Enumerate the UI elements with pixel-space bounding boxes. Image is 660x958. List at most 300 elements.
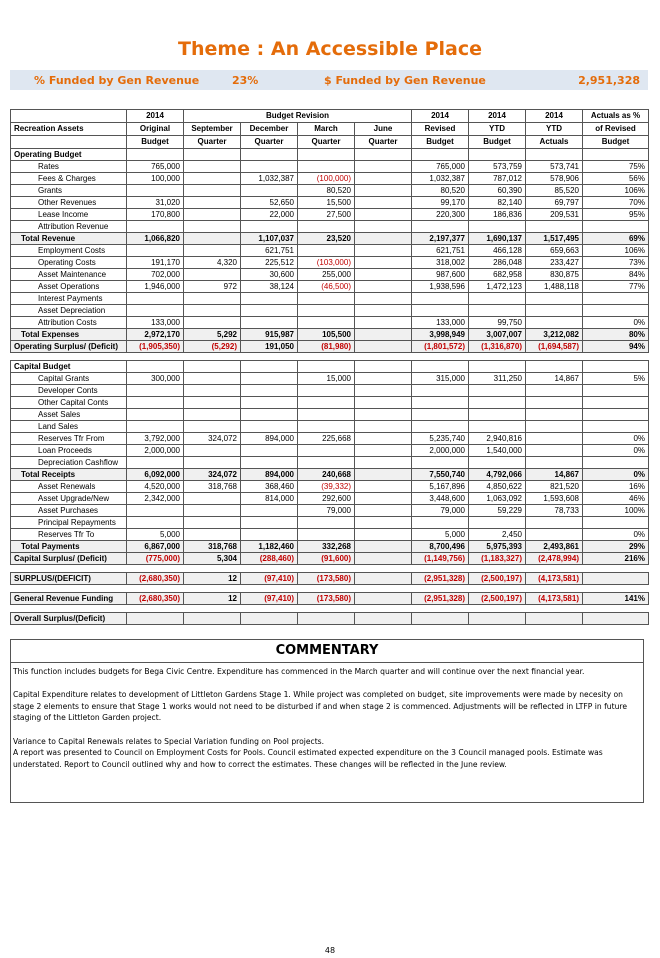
value-cell	[355, 505, 412, 517]
line-item-row	[11, 197, 649, 209]
value-cell	[355, 481, 412, 493]
header-cell: December	[241, 123, 298, 136]
value-cell	[526, 409, 583, 421]
row-label: Rates	[11, 161, 127, 173]
empty-cell	[184, 149, 241, 161]
commentary-paragraph-2: Capital Expenditure relates to development of Littleton Gardens Stage 1. While project was completed on budget, site improvements were made by necesity on stage 2 elements to ensure that Stage 1 works would not need to be disturbed if and when stage 2 is commenced. Adjustments will be reflected in LTFP in future staging of the Littleton Garden project.	[13, 690, 628, 723]
value-cell	[355, 197, 412, 209]
value-cell	[298, 293, 355, 305]
section-heading-row	[11, 149, 649, 161]
value-cell: (100,000)	[298, 173, 355, 185]
value-cell	[241, 293, 298, 305]
value-cell: (4,173,581)	[526, 593, 583, 605]
value-cell: (775,000)	[127, 553, 184, 565]
line-item-row	[11, 305, 649, 317]
value-cell: 0%	[583, 469, 649, 481]
value-cell	[298, 421, 355, 433]
value-cell: 311,250	[469, 373, 526, 385]
value-cell	[241, 421, 298, 433]
value-cell: 894,000	[241, 433, 298, 445]
value-cell: 4,320	[184, 257, 241, 269]
table-header-row	[11, 136, 649, 149]
value-cell	[583, 305, 649, 317]
value-cell: 292,600	[298, 493, 355, 505]
value-cell	[298, 409, 355, 421]
row-label: Grants	[11, 185, 127, 197]
value-cell: 5,292	[184, 329, 241, 341]
value-cell: 324,072	[184, 433, 241, 445]
value-cell: 5%	[583, 373, 649, 385]
value-cell: (103,000)	[298, 257, 355, 269]
value-cell: 1,946,000	[127, 281, 184, 293]
value-cell: 2,450	[469, 529, 526, 541]
value-cell	[241, 397, 298, 409]
value-cell: 4,850,622	[469, 481, 526, 493]
header-blank-cell	[11, 110, 127, 123]
empty-cell	[241, 361, 298, 373]
value-cell	[298, 613, 355, 625]
row-label: Capital Grants	[11, 373, 127, 385]
value-cell: 170,800	[127, 209, 184, 221]
value-cell: 7,550,740	[412, 469, 469, 481]
value-cell: 106%	[583, 245, 649, 257]
line-item-row	[11, 317, 649, 329]
value-cell	[127, 409, 184, 421]
row-label: Asset Operations	[11, 281, 127, 293]
value-cell	[127, 457, 184, 469]
row-label: Loan Proceeds	[11, 445, 127, 457]
total-row	[11, 573, 649, 585]
value-cell	[184, 613, 241, 625]
value-cell	[355, 469, 412, 481]
line-item-row	[11, 185, 649, 197]
value-cell: 300,000	[127, 373, 184, 385]
value-cell: 22,000	[241, 209, 298, 221]
line-item-row	[11, 457, 649, 469]
header-cell: Budget	[412, 136, 469, 149]
value-cell: 30,600	[241, 269, 298, 281]
line-item-row	[11, 245, 649, 257]
budget-table	[10, 109, 649, 625]
value-cell	[184, 445, 241, 457]
dollar-funded-label: $ Funded by Gen Revenue	[324, 74, 486, 87]
value-cell	[526, 445, 583, 457]
value-cell: (2,478,994)	[526, 553, 583, 565]
value-cell: 3,792,000	[127, 433, 184, 445]
value-cell: 0%	[583, 317, 649, 329]
value-cell	[184, 373, 241, 385]
value-cell: 186,836	[469, 209, 526, 221]
value-cell: 191,050	[241, 341, 298, 353]
value-cell	[526, 305, 583, 317]
value-cell	[241, 373, 298, 385]
value-cell: 69%	[583, 233, 649, 245]
value-cell	[184, 457, 241, 469]
value-cell: 1,107,037	[241, 233, 298, 245]
value-cell: 100%	[583, 505, 649, 517]
row-label: Lease Income	[11, 209, 127, 221]
value-cell: 368,460	[241, 481, 298, 493]
value-cell: 1,938,596	[412, 281, 469, 293]
row-label: Overall Surplus/(Deficit)	[11, 613, 127, 625]
value-cell	[298, 305, 355, 317]
value-cell: 3,212,082	[526, 329, 583, 341]
value-cell: 3,998,949	[412, 329, 469, 341]
total-row	[11, 553, 649, 565]
value-cell: 75%	[583, 161, 649, 173]
value-cell	[298, 445, 355, 457]
value-cell: 1,472,123	[469, 281, 526, 293]
total-row	[11, 593, 649, 605]
value-cell: (2,500,197)	[469, 593, 526, 605]
value-cell	[583, 457, 649, 469]
value-cell: 209,531	[526, 209, 583, 221]
value-cell: 220,300	[412, 209, 469, 221]
value-cell	[469, 613, 526, 625]
value-cell: 573,759	[469, 161, 526, 173]
value-cell: 621,751	[412, 245, 469, 257]
commentary-heading: COMMENTARY	[11, 640, 643, 663]
value-cell	[184, 161, 241, 173]
value-cell: (2,951,328)	[412, 593, 469, 605]
line-item-row	[11, 161, 649, 173]
value-cell	[355, 541, 412, 553]
value-cell	[184, 245, 241, 257]
value-cell: 77%	[583, 281, 649, 293]
value-cell	[412, 421, 469, 433]
value-cell	[184, 197, 241, 209]
row-header-label: Recreation Assets	[11, 123, 127, 136]
value-cell: 1,517,495	[526, 233, 583, 245]
value-cell: 578,906	[526, 173, 583, 185]
value-cell	[298, 457, 355, 469]
value-cell	[127, 305, 184, 317]
value-cell	[526, 529, 583, 541]
value-cell: (46,500)	[298, 281, 355, 293]
value-cell	[526, 517, 583, 529]
value-cell	[184, 397, 241, 409]
value-cell	[412, 613, 469, 625]
value-cell	[184, 173, 241, 185]
header-blank-cell	[11, 136, 127, 149]
empty-cell	[583, 361, 649, 373]
value-cell: 315,000	[412, 373, 469, 385]
line-item-row	[11, 409, 649, 421]
commentary-paragraph-4: A report was presented to Council on Employment Costs for Pools. Council estimated expected expenditure on the 3 Council managed pools. Estimate was understated. Report to Council outlined why and how to correct the estimates. These changes will be reflected in the June review.	[13, 748, 603, 769]
section-heading: Operating Budget	[11, 149, 127, 161]
header-cell: Quarter	[241, 136, 298, 149]
value-cell	[298, 221, 355, 233]
value-cell: 225,668	[298, 433, 355, 445]
value-cell: 69,797	[526, 197, 583, 209]
value-cell: 80,520	[298, 185, 355, 197]
row-label: Reserves Tfr To	[11, 529, 127, 541]
row-label: Other Revenues	[11, 197, 127, 209]
dollar-funded-value: 2,951,328	[578, 74, 640, 87]
value-cell	[583, 409, 649, 421]
value-cell: 73%	[583, 257, 649, 269]
row-label: Depreciation Cashflow	[11, 457, 127, 469]
row-label: Land Sales	[11, 421, 127, 433]
value-cell	[355, 257, 412, 269]
value-cell	[184, 493, 241, 505]
value-cell: 233,427	[526, 257, 583, 269]
value-cell: 14,867	[526, 469, 583, 481]
value-cell: 100,000	[127, 173, 184, 185]
total-row	[11, 341, 649, 353]
value-cell: 830,875	[526, 269, 583, 281]
total-row	[11, 329, 649, 341]
value-cell: 255,000	[298, 269, 355, 281]
value-cell: 787,012	[469, 173, 526, 185]
value-cell	[583, 613, 649, 625]
pct-funded-label: % Funded by Gen Revenue	[34, 74, 200, 87]
value-cell	[412, 385, 469, 397]
value-cell	[184, 293, 241, 305]
value-cell	[241, 457, 298, 469]
page-title: Theme : An Accessible Place	[178, 38, 482, 60]
row-label: Other Capital Conts	[11, 397, 127, 409]
row-label: Employment Costs	[11, 245, 127, 257]
value-cell	[355, 457, 412, 469]
value-cell: 659,663	[526, 245, 583, 257]
value-cell: 46%	[583, 493, 649, 505]
spacer-row	[11, 605, 649, 613]
empty-cell	[583, 149, 649, 161]
header-cell: June	[355, 123, 412, 136]
value-cell	[241, 317, 298, 329]
value-cell: 1,593,608	[526, 493, 583, 505]
value-cell: 78,733	[526, 505, 583, 517]
value-cell: 216%	[583, 553, 649, 565]
line-item-row	[11, 505, 649, 517]
line-item-row	[11, 529, 649, 541]
value-cell	[526, 433, 583, 445]
row-label: Total Receipts	[11, 469, 127, 481]
value-cell: 2,000,000	[412, 445, 469, 457]
line-item-row	[11, 493, 649, 505]
value-cell	[355, 433, 412, 445]
value-cell	[184, 269, 241, 281]
value-cell: 318,768	[184, 481, 241, 493]
value-cell: 99,750	[469, 317, 526, 329]
header-cell: 2014	[526, 110, 583, 123]
total-row	[11, 469, 649, 481]
header-cell: Quarter	[298, 136, 355, 149]
value-cell	[127, 397, 184, 409]
value-cell: 94%	[583, 341, 649, 353]
total-row	[11, 233, 649, 245]
value-cell: 318,768	[184, 541, 241, 553]
total-row	[11, 541, 649, 553]
value-cell	[355, 329, 412, 341]
value-cell	[583, 517, 649, 529]
header-cell: Actuals as %	[583, 110, 649, 123]
value-cell	[469, 517, 526, 529]
value-cell	[355, 245, 412, 257]
value-cell	[355, 385, 412, 397]
value-cell: 915,987	[241, 329, 298, 341]
value-cell: (1,149,756)	[412, 553, 469, 565]
value-cell: 15,000	[298, 373, 355, 385]
value-cell: 52,650	[241, 197, 298, 209]
line-item-row	[11, 221, 649, 233]
value-cell: (173,580)	[298, 593, 355, 605]
empty-cell	[127, 149, 184, 161]
row-label: Asset Maintenance	[11, 269, 127, 281]
value-cell: 4,792,066	[469, 469, 526, 481]
value-cell	[355, 281, 412, 293]
line-item-row	[11, 257, 649, 269]
value-cell	[184, 385, 241, 397]
value-cell	[355, 529, 412, 541]
value-cell: (2,500,197)	[469, 573, 526, 585]
value-cell	[298, 161, 355, 173]
value-cell	[184, 305, 241, 317]
commentary-paragraph-1: This function includes budgets for Bega Civic Centre. Expenditure has commenced in the March quarter and will continue over the next financial year.	[13, 667, 585, 676]
header-cell: Quarter	[355, 136, 412, 149]
value-cell	[355, 185, 412, 197]
value-cell: 85,520	[526, 185, 583, 197]
value-cell: 987,600	[412, 269, 469, 281]
value-cell: 894,000	[241, 469, 298, 481]
value-cell	[469, 457, 526, 469]
value-cell: 0%	[583, 445, 649, 457]
value-cell: 79,000	[412, 505, 469, 517]
header-cell: YTD	[526, 123, 583, 136]
row-label: Developer Conts	[11, 385, 127, 397]
value-cell: 814,000	[241, 493, 298, 505]
line-item-row	[11, 173, 649, 185]
value-cell	[469, 409, 526, 421]
value-cell	[412, 293, 469, 305]
spacer-row	[11, 353, 649, 361]
value-cell	[412, 517, 469, 529]
row-label: Fees & Charges	[11, 173, 127, 185]
line-item-row	[11, 209, 649, 221]
row-label: Total Payments	[11, 541, 127, 553]
value-cell	[298, 385, 355, 397]
value-cell	[127, 221, 184, 233]
header-cell: Budget	[127, 136, 184, 149]
line-item-row	[11, 433, 649, 445]
empty-cell	[241, 149, 298, 161]
value-cell: 191,170	[127, 257, 184, 269]
value-cell: 5,304	[184, 553, 241, 565]
header-cell: of Revised	[583, 123, 649, 136]
value-cell	[469, 305, 526, 317]
value-cell	[355, 493, 412, 505]
value-cell	[412, 409, 469, 421]
value-cell: 38,124	[241, 281, 298, 293]
value-cell: (81,980)	[298, 341, 355, 353]
value-cell: 1,540,000	[469, 445, 526, 457]
header-cell: March	[298, 123, 355, 136]
value-cell: 2,493,861	[526, 541, 583, 553]
value-cell	[469, 221, 526, 233]
value-cell	[241, 445, 298, 457]
value-cell	[526, 385, 583, 397]
value-cell: 29%	[583, 541, 649, 553]
value-cell	[355, 341, 412, 353]
value-cell	[298, 529, 355, 541]
value-cell: 70%	[583, 197, 649, 209]
value-cell: (5,292)	[184, 341, 241, 353]
row-label: Capital Surplus/ (Deficit)	[11, 553, 127, 565]
value-cell: 141%	[583, 593, 649, 605]
value-cell	[355, 421, 412, 433]
value-cell	[184, 221, 241, 233]
value-cell: (1,316,870)	[469, 341, 526, 353]
value-cell	[526, 221, 583, 233]
value-cell: 59,229	[469, 505, 526, 517]
row-label: Reserves Tfr From	[11, 433, 127, 445]
value-cell: 286,048	[469, 257, 526, 269]
value-cell: 324,072	[184, 469, 241, 481]
value-cell: 3,007,007	[469, 329, 526, 341]
value-cell: (97,410)	[241, 573, 298, 585]
header-cell: 2014	[469, 110, 526, 123]
value-cell: 99,170	[412, 197, 469, 209]
value-cell: 5,235,740	[412, 433, 469, 445]
value-cell	[355, 221, 412, 233]
value-cell	[526, 397, 583, 409]
row-label: Operating Costs	[11, 257, 127, 269]
empty-cell	[184, 361, 241, 373]
value-cell: 8,700,496	[412, 541, 469, 553]
section-heading-row	[11, 361, 649, 373]
value-cell	[184, 409, 241, 421]
table-header-row	[11, 123, 649, 136]
value-cell: 133,000	[127, 317, 184, 329]
value-cell	[127, 185, 184, 197]
value-cell	[583, 421, 649, 433]
value-cell: 765,000	[127, 161, 184, 173]
value-cell	[469, 397, 526, 409]
value-cell: 95%	[583, 209, 649, 221]
empty-cell	[355, 361, 412, 373]
value-cell	[583, 221, 649, 233]
row-label: Asset Sales	[11, 409, 127, 421]
value-cell: 240,668	[298, 469, 355, 481]
line-item-row	[11, 421, 649, 433]
value-cell	[127, 293, 184, 305]
value-cell: 105,500	[298, 329, 355, 341]
value-cell: (288,460)	[241, 553, 298, 565]
value-cell	[298, 245, 355, 257]
value-cell	[127, 517, 184, 529]
value-cell: 2,000,000	[127, 445, 184, 457]
line-item-row	[11, 293, 649, 305]
value-cell	[241, 517, 298, 529]
value-cell	[241, 385, 298, 397]
value-cell	[469, 293, 526, 305]
row-label: Operating Surplus/ (Deficit)	[11, 341, 127, 353]
value-cell: 12	[184, 593, 241, 605]
value-cell	[355, 209, 412, 221]
value-cell: 5,000	[412, 529, 469, 541]
row-label: SURPLUS/(DEFICIT)	[11, 573, 127, 585]
value-cell: 5,000	[127, 529, 184, 541]
spacer-cell	[11, 605, 649, 613]
value-cell	[469, 421, 526, 433]
row-label: Asset Upgrade/New	[11, 493, 127, 505]
value-cell: (1,905,350)	[127, 341, 184, 353]
value-cell	[184, 233, 241, 245]
value-cell: 84%	[583, 269, 649, 281]
header-cell: Budget Revision	[184, 110, 412, 123]
header-cell: Quarter	[184, 136, 241, 149]
